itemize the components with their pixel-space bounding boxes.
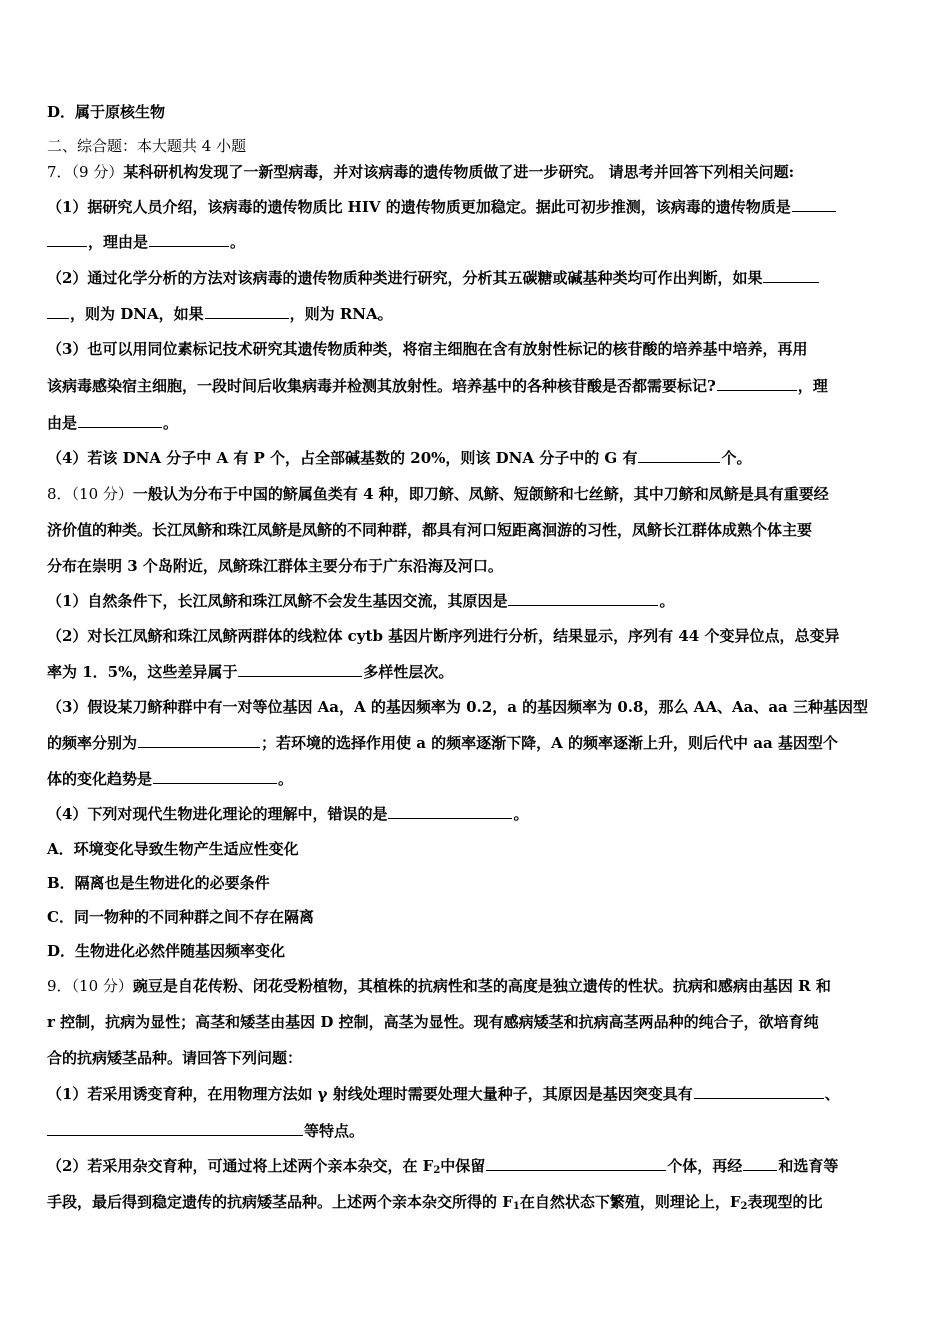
q8-part3-text: 的频率分别为: [47, 734, 138, 752]
answer-blank[interactable]: [138, 733, 260, 748]
question-8-number: 8．（10 分）: [47, 485, 133, 503]
q7-part1-reason-label: ，理由是: [88, 233, 149, 251]
answer-blank[interactable]: [149, 232, 229, 247]
q9-stem-line3: 合的抗病矮茎品种。请回答下列问题：: [47, 1049, 303, 1067]
q9-part2-text3: 个体，再经: [667, 1157, 743, 1175]
q9-part2-text2: 中保留: [440, 1157, 486, 1175]
q9-part2-text7: 表现型的比: [747, 1193, 823, 1211]
punctuation: 。: [513, 805, 529, 823]
q8-part2-suffix: 多样性层次。: [363, 663, 454, 681]
q7-part2-text: （2）通过化学分析的方法对该病毒的遗传物质种类进行研究，分析其五碳糖或碱基种类均可作出判断，如果: [47, 269, 763, 287]
q8-part3-trend-label: 体的变化趋势是: [47, 770, 153, 788]
q9-part2-line2: [47, 1192, 822, 1212]
q8-part3-line1: （3）假设某刀鲚种群中有一对等位基因 Aa，A 的基因频率为 0.2，a 的基因频率为 0.8，那么 AA、Aa、aa 三种基因型: [47, 698, 868, 716]
q8-option-b: B．隔离也是生物进化的必要条件: [47, 874, 270, 892]
q7-part3-line3: [47, 413, 178, 433]
answer-blank[interactable]: [508, 591, 658, 606]
q9-part1-line2: [47, 1121, 364, 1141]
q7-part3-text: 该病毒感染宿主细胞，一段时间后收集病毒并检测其放射性。培养基中的各种核苷酸是否都需要标记?: [47, 377, 716, 395]
option-d-q6: D．属于原核生物: [47, 103, 166, 121]
q8-part4: [47, 804, 528, 824]
q8-part3-line2: [47, 733, 838, 753]
q8-part4-text: （4）下列对现代生物进化理论的理解中，错误的是: [47, 805, 388, 823]
q7-part4-text: （4）若该 DNA 分子中 A 有 P 个，占全部碱基数的 20%，则该 DNA 分子中的 G 有: [47, 449, 638, 467]
q9-stem-line2: r 控制，抗病为显性；高茎和矮茎由基因 D 控制，高茎为显性。现有感病矮茎和抗病高茎两品种的纯合子，欲培育纯: [47, 1013, 819, 1031]
q8-part1: [47, 591, 674, 611]
q8-part2-line2: [47, 662, 453, 682]
q8-option-d: D．生物进化必然伴随基因频率变化: [47, 942, 286, 960]
answer-blank[interactable]: [792, 197, 836, 212]
q8-part2-line1: （2）对长江凤鲚和珠江凤鲚两群体的线粒体 cytb 基因片断序列进行分析，结果显示，序列有 44 个变异位点，总变异: [47, 627, 840, 645]
subscript: 2: [433, 1165, 441, 1176]
q8-part2-text: 率为 1．5%，这些差异属于: [47, 663, 238, 681]
q7-part4: [47, 448, 751, 468]
question-7-text: 某科研机构发现了一新型病毒，并对该病毒的遗传物质做了进一步研究。 请思考并回答下列相关问题:: [123, 163, 795, 181]
q7-part2-rna-label: ，则为 RNA。: [289, 305, 393, 323]
question-8-stem: [47, 484, 829, 504]
answer-blank[interactable]: [205, 304, 289, 319]
question-9-text: 豌豆是自花传粉、闭花受粉植物，其植株的抗病性和茎的高度是独立遗传的性状。抗病和感病由基因 R 和: [132, 977, 831, 995]
q8-part3-text2: ；若环境的选择作用使 a 的频率逐渐下降，A 的频率逐渐上升，则后代中 aa 基因型个: [261, 734, 838, 752]
q7-part3-reason-label2: 由是: [47, 414, 78, 432]
question-9-stem: [47, 976, 831, 996]
q8-part1-text: （1）自然条件下，长江凤鲚和珠江凤鲚不会发生基因交流，其原因是: [47, 592, 508, 610]
q8-option-a: A．环境变化导致生物产生适应性变化: [47, 840, 299, 858]
question-7-stem: [47, 162, 794, 182]
q9-part2-text5: 手段，最后得到稳定遗传的抗病矮茎品种。上述两个亲本杂交所得的 F: [47, 1193, 513, 1211]
answer-blank[interactable]: [78, 413, 162, 428]
answer-blank[interactable]: [238, 662, 362, 677]
answer-blank[interactable]: [388, 804, 512, 819]
question-8-text: 一般认为分布于中国的鲚属鱼类有 4 种，即刀鲚、凤鲚、短颌鲚和七丝鲚，其中刀鲚和凤鲚是具有重要经: [132, 485, 829, 503]
answer-blank[interactable]: [763, 268, 819, 283]
q9-part2-text4: 和选育等: [778, 1157, 839, 1175]
q7-part4-unit: 个。: [721, 449, 752, 467]
answer-blank[interactable]: [47, 304, 69, 319]
question-7-number: 7．（9 分）: [47, 163, 124, 181]
subscript: 2: [740, 1201, 748, 1212]
answer-blank[interactable]: [694, 1084, 824, 1099]
answer-blank[interactable]: [153, 769, 277, 784]
punctuation: 。: [163, 414, 179, 432]
q9-part2-text: （2）若采用杂交育种，可通过将上述两个亲本杂交，在 F: [47, 1157, 434, 1175]
punctuation: 。: [278, 770, 294, 788]
q7-part2-dna-label: ，则为 DNA，如果: [70, 305, 204, 323]
q8-part3-line3: [47, 769, 293, 789]
answer-blank[interactable]: [717, 376, 797, 391]
answer-blank[interactable]: [743, 1156, 777, 1171]
punctuation: 、: [824, 1085, 840, 1103]
q8-stem-line3: 分布在崇明 3 个岛附近，凤鲚珠江群体主要分布于广东沿海及河口。: [47, 557, 503, 575]
punctuation: 。: [659, 592, 675, 610]
answer-blank[interactable]: [47, 1121, 303, 1136]
q7-part1-line1: [47, 197, 837, 217]
q9-part1-line1: [47, 1084, 840, 1104]
q8-stem-line2: 济价值的种类。长江凤鲚和珠江凤鲚是凤鲚的不同种群，都具有河口短距离洄游的习性，凤鲚长江群体成熟个体主要: [47, 521, 813, 539]
q7-part3-line2: [47, 376, 828, 396]
q8-option-c: C．同一物种的不同种群之间不存在隔离: [47, 908, 314, 926]
section-heading: 二、综合题：本大题共 4 小题: [47, 137, 247, 155]
q7-part2-line1: [47, 268, 820, 288]
q7-part2-line2: [47, 304, 393, 324]
answer-blank[interactable]: [47, 232, 87, 247]
subscript: 1: [512, 1201, 520, 1212]
q9-part2-text6: 在自然状态下繁殖，则理论上，F: [519, 1193, 741, 1211]
answer-blank[interactable]: [638, 448, 720, 463]
q7-part3-line1: （3）也可以用同位素标记技术研究其遗传物质种类，将宿主细胞在含有放射性标记的核苷酸的培养基中培养，再用: [47, 340, 808, 358]
punctuation: 。: [230, 233, 246, 251]
q7-part1-text: （1）据研究人员介绍，该病毒的遗传物质比 HIV 的遗传物质更加稳定。据此可初步推测，该病毒的遗传物质是: [47, 198, 791, 216]
q7-part3-reason-label: ，理: [797, 377, 828, 395]
q9-part1-text: （1）若采用诱变育种，在用物理方法如 γ 射线处理时需要处理大量种子，其原因是基因突变具有: [47, 1085, 693, 1103]
q9-part2-line1: [47, 1156, 838, 1176]
answer-blank[interactable]: [486, 1156, 666, 1171]
question-9-number: 9．（10 分）: [47, 977, 133, 995]
q7-part1-line2: [47, 232, 245, 252]
q9-part1-suffix: 等特点。: [304, 1122, 365, 1140]
